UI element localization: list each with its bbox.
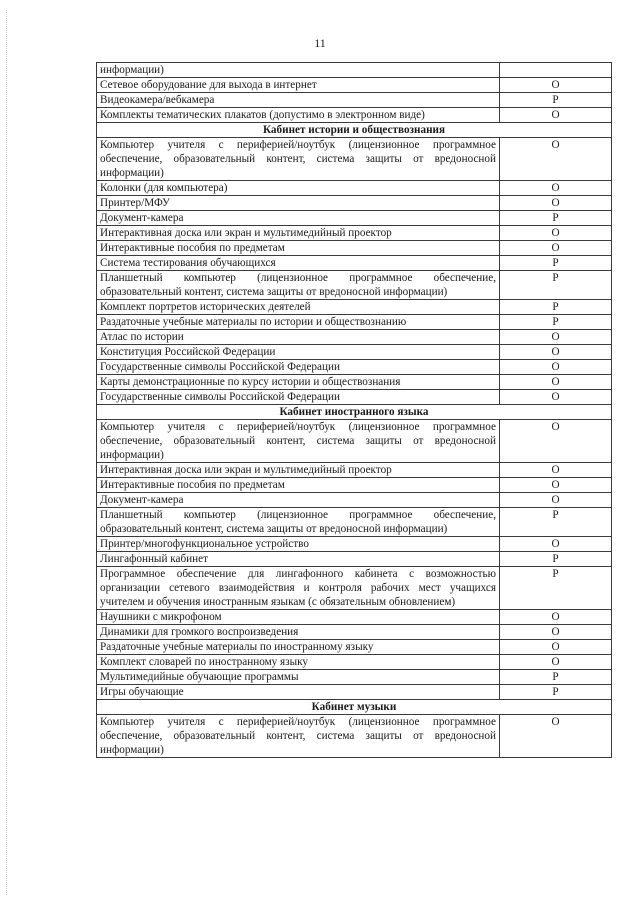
item-mark: О xyxy=(500,478,612,493)
item-mark: О xyxy=(500,493,612,508)
item-mark: Р xyxy=(500,271,612,300)
table-row xyxy=(97,670,612,685)
item-mark: Р xyxy=(500,670,612,685)
item-mark: О xyxy=(500,715,612,758)
table-row xyxy=(97,241,612,256)
section-header-row xyxy=(97,700,612,715)
item-name: Интерактивные пособия по предметам xyxy=(97,478,500,493)
table-row xyxy=(97,315,612,330)
item-name: Система тестирования обучающихся xyxy=(97,256,500,271)
item-name: Комплект портретов исторических деятелей xyxy=(97,300,500,315)
table-row xyxy=(97,567,612,610)
item-mark xyxy=(500,63,612,78)
item-mark: О xyxy=(500,610,612,625)
item-mark: Р xyxy=(500,211,612,226)
table-row xyxy=(97,360,612,375)
table-row xyxy=(97,196,612,211)
item-mark: Р xyxy=(500,93,612,108)
table-row xyxy=(97,478,612,493)
section-title: Кабинет музыки xyxy=(97,700,612,715)
table-row xyxy=(97,93,612,108)
item-mark: О xyxy=(500,78,612,93)
table-row xyxy=(97,138,612,181)
table-row xyxy=(97,552,612,567)
item-mark: О xyxy=(500,196,612,211)
item-mark: О xyxy=(500,330,612,345)
item-name: информации) xyxy=(97,63,500,78)
scan-edge xyxy=(6,10,8,895)
table-row xyxy=(97,271,612,300)
item-mark: О xyxy=(500,655,612,670)
item-name: Атлас по истории xyxy=(97,330,500,345)
item-mark: О xyxy=(500,537,612,552)
item-name: Комплекты тематических плакатов (допустимо в электронном виде) xyxy=(97,108,500,123)
item-name: Конституция Российской Федерации xyxy=(97,345,500,360)
item-mark: О xyxy=(500,390,612,405)
table-row xyxy=(97,420,612,463)
table-row xyxy=(97,463,612,478)
table-row xyxy=(97,610,612,625)
item-name: Игры обучающие xyxy=(97,685,500,700)
item-name: Карты демонстрационные по курсу истории и обществознания xyxy=(97,375,500,390)
item-mark: О xyxy=(500,226,612,241)
table-row xyxy=(97,685,612,700)
table-row xyxy=(97,226,612,241)
table-row xyxy=(97,375,612,390)
item-mark: Р xyxy=(500,567,612,610)
section-header-row xyxy=(97,123,612,138)
table-row xyxy=(97,345,612,360)
item-name: Принтер/МФУ xyxy=(97,196,500,211)
equipment-table xyxy=(96,62,612,758)
item-mark: О xyxy=(500,138,612,181)
item-mark: Р xyxy=(500,256,612,271)
table-row xyxy=(97,655,612,670)
item-name: Раздаточные учебные материалы по истории и обществознанию xyxy=(97,315,500,330)
item-mark: О xyxy=(500,463,612,478)
item-mark: О xyxy=(500,345,612,360)
item-name: Лингафонный кабинет xyxy=(97,552,500,567)
table-row xyxy=(97,63,612,78)
table-row xyxy=(97,493,612,508)
item-name: Компьютер учителя с периферией/ноутбук (лицензионное программное обеспечение, образовательный контент, система защиты от вредоносной информации) xyxy=(97,138,500,181)
item-name: Колонки (для компьютера) xyxy=(97,181,500,196)
table-row xyxy=(97,640,612,655)
item-name: Планшетный компьютер (лицензионное программное обеспечение, образовательный контент, система защиты от вредоносной информации) xyxy=(97,271,500,300)
item-mark: О xyxy=(500,360,612,375)
section-title: Кабинет иностранного языка xyxy=(97,405,612,420)
table-row xyxy=(97,625,612,640)
table-row xyxy=(97,508,612,537)
item-name: Программное обеспечение для лингафонного кабинета с возможностью организации сетевого взаимодействия и контроля рабочих мест учащихся учителем и обучения иностранным языкам (с обязательным обновлением) xyxy=(97,567,500,610)
table-row xyxy=(97,181,612,196)
item-mark: О xyxy=(500,241,612,256)
item-mark: О xyxy=(500,420,612,463)
table-row xyxy=(97,256,612,271)
item-mark: О xyxy=(500,375,612,390)
item-name: Динамики для громкого воспроизведения xyxy=(97,625,500,640)
item-name: Государственные символы Российской Федерации xyxy=(97,360,500,375)
item-mark: О xyxy=(500,181,612,196)
table-row xyxy=(97,537,612,552)
section-title: Кабинет истории и обществознания xyxy=(97,123,612,138)
item-mark: Р xyxy=(500,552,612,567)
item-name: Компьютер учителя с периферией/ноутбук (лицензионное программное обеспечение, образовательный контент, система защиты от вредоносной информации) xyxy=(97,420,500,463)
equipment-table-body xyxy=(97,63,612,758)
item-name: Интерактивные пособия по предметам xyxy=(97,241,500,256)
item-mark: Р xyxy=(500,685,612,700)
table-row xyxy=(97,330,612,345)
item-name: Раздаточные учебные материалы по иностранному языку xyxy=(97,640,500,655)
item-name: Интерактивная доска или экран и мультимедийный проектор xyxy=(97,226,500,241)
item-mark: О xyxy=(500,640,612,655)
item-name: Планшетный компьютер (лицензионное программное обеспечение, образовательный контент, система защиты от вредоносной информации) xyxy=(97,508,500,537)
item-name: Видеокамера/вебкамера xyxy=(97,93,500,108)
table-row xyxy=(97,108,612,123)
item-name: Комплект словарей по иностранному языку xyxy=(97,655,500,670)
page-number: 11 xyxy=(314,36,326,50)
section-header-row xyxy=(97,405,612,420)
item-name: Документ-камера xyxy=(97,211,500,226)
item-name: Государственные символы Российской Федерации xyxy=(97,390,500,405)
item-name: Сетевое оборудование для выхода в интернет xyxy=(97,78,500,93)
item-name: Наушники с микрофоном xyxy=(97,610,500,625)
item-mark: О xyxy=(500,108,612,123)
item-mark: Р xyxy=(500,508,612,537)
item-name: Компьютер учителя с периферией/ноутбук (лицензионное программное обеспечение, образовательный контент, система защиты от вредоносной информации) xyxy=(97,715,500,758)
table-row xyxy=(97,300,612,315)
item-mark: О xyxy=(500,625,612,640)
item-mark: Р xyxy=(500,300,612,315)
item-name: Документ-камера xyxy=(97,493,500,508)
item-name: Интерактивная доска или экран и мультимедийный проектор xyxy=(97,463,500,478)
item-name: Мультимедийные обучающие программы xyxy=(97,670,500,685)
item-name: Принтер/многофункциональное устройство xyxy=(97,537,500,552)
item-mark: Р xyxy=(500,315,612,330)
table-row xyxy=(97,78,612,93)
table-row xyxy=(97,211,612,226)
table-row xyxy=(97,715,612,758)
table-row xyxy=(97,390,612,405)
